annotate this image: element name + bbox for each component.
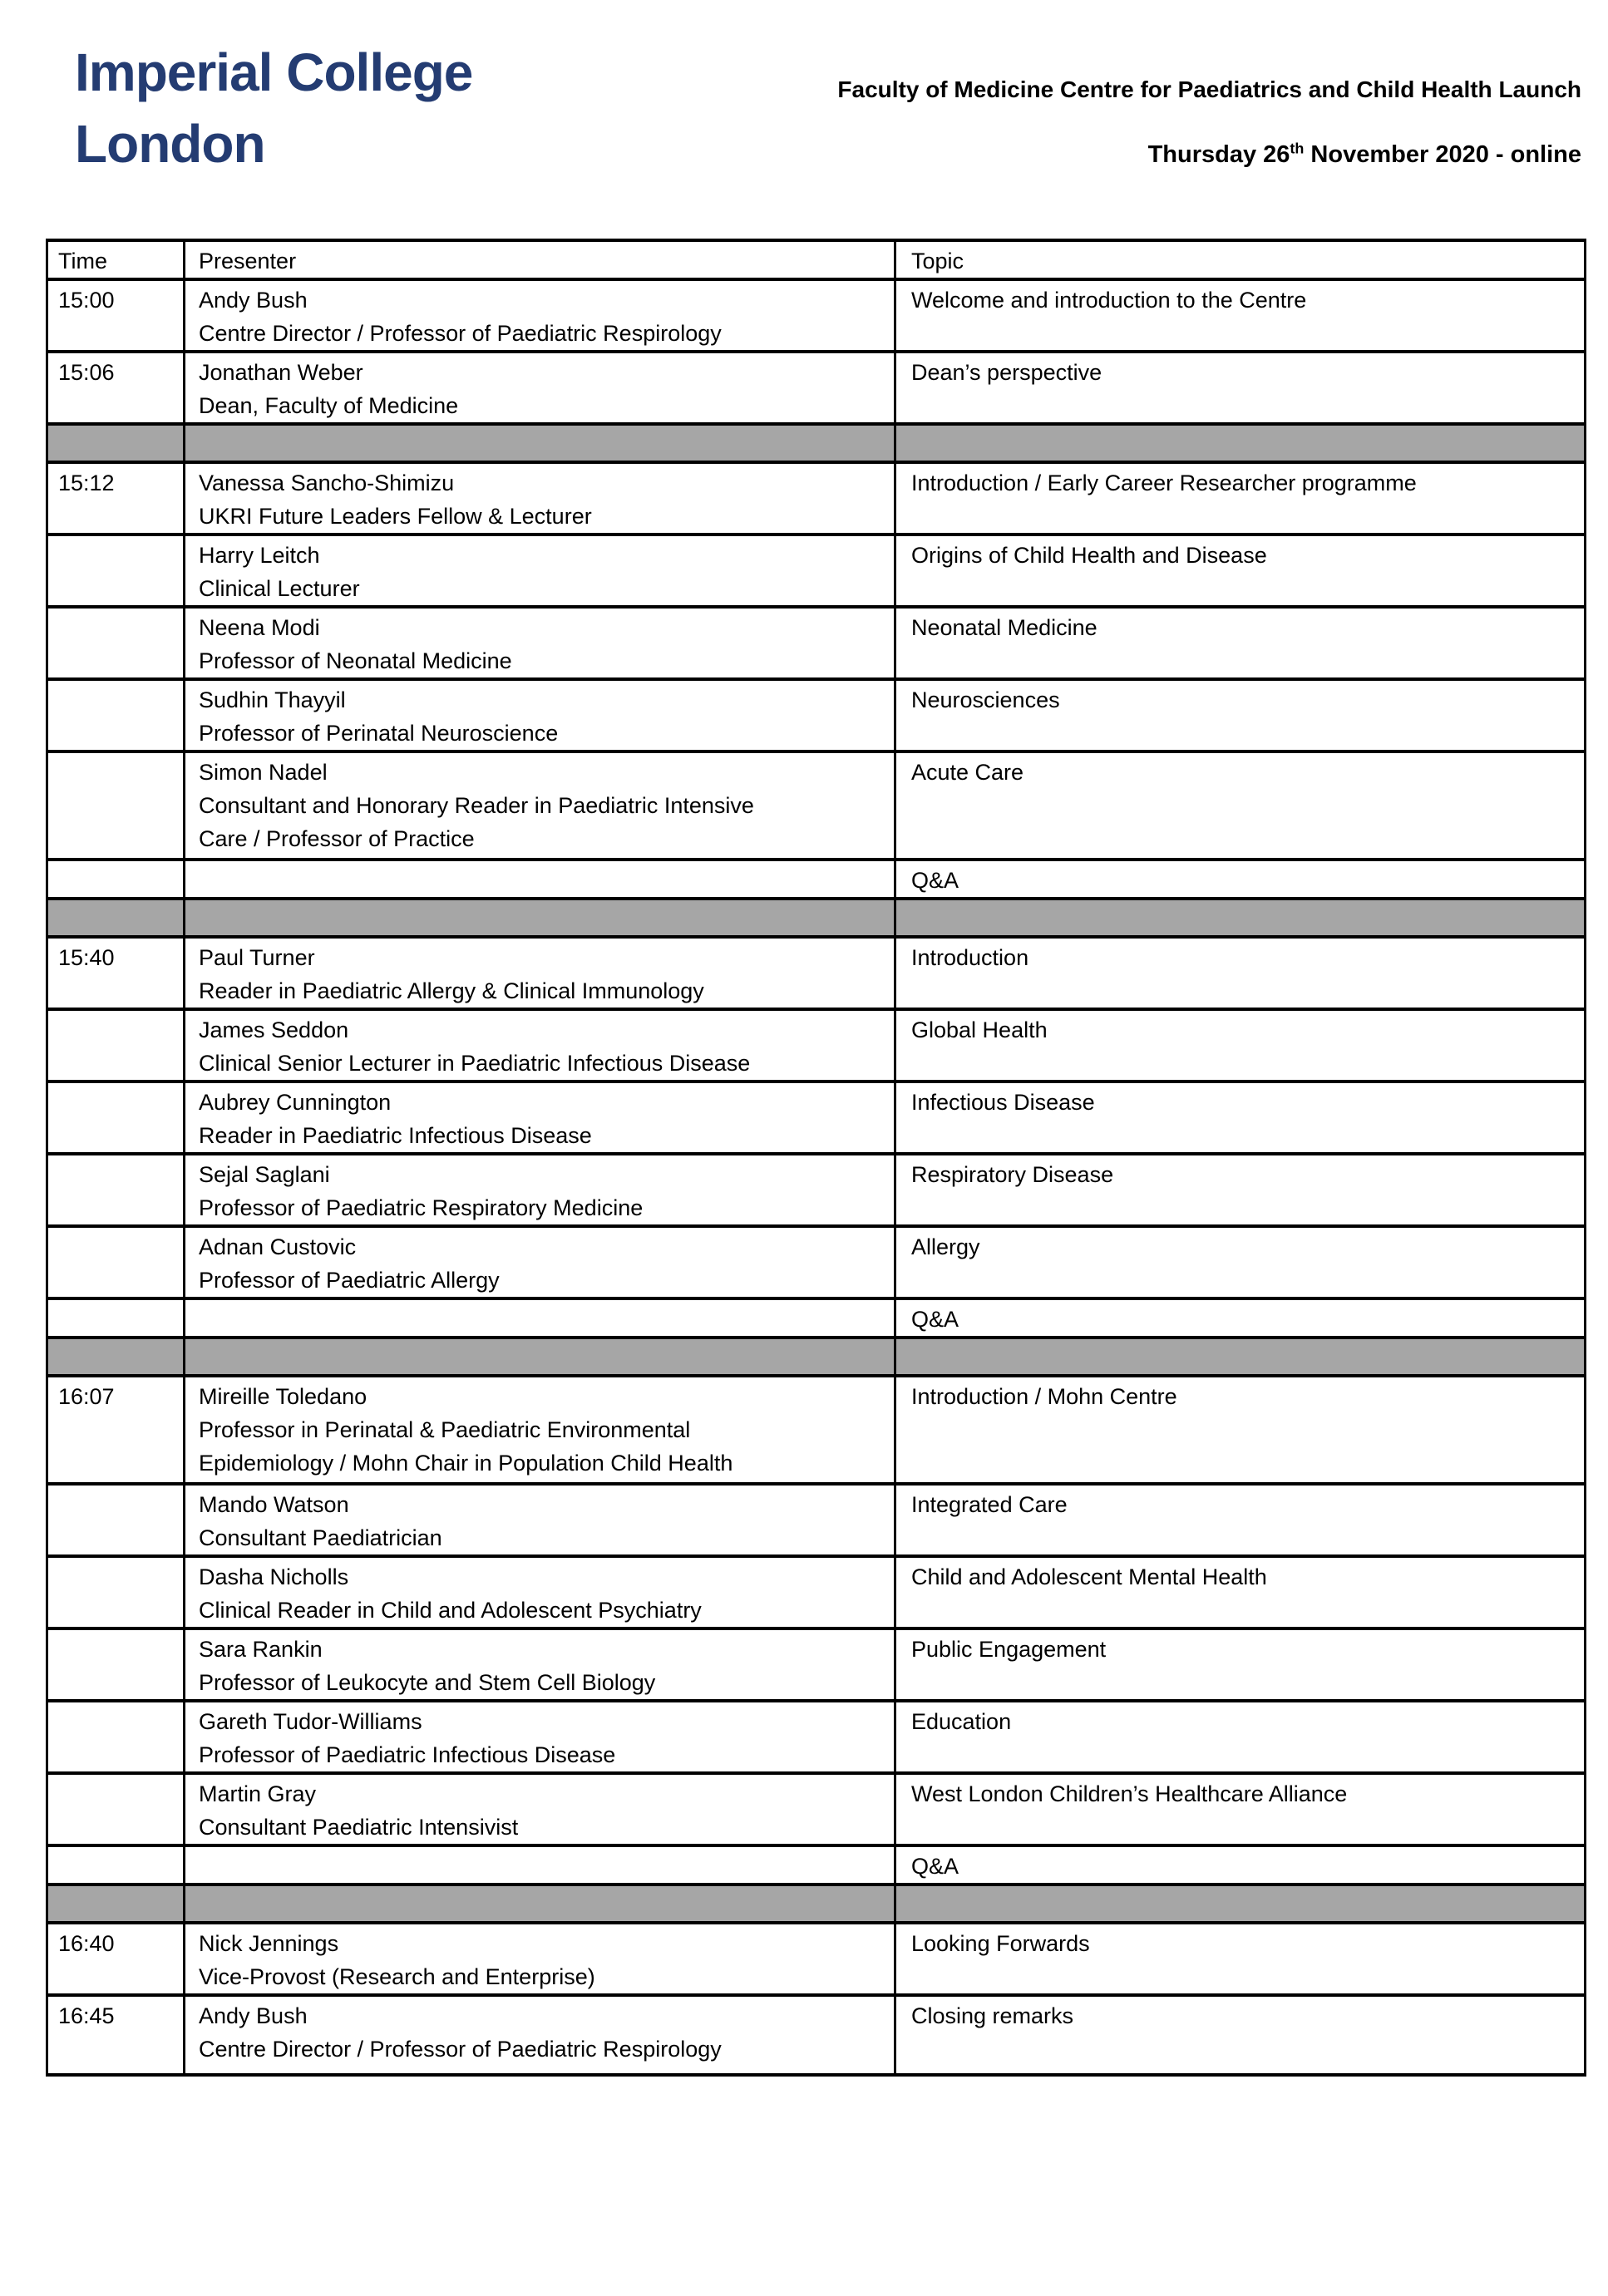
presenter-cell — [185, 1081, 895, 1154]
presenter-cell — [185, 751, 895, 860]
spacer-row — [47, 1885, 1586, 1923]
spacer-cell — [895, 899, 1586, 937]
time-cell: 15:40 — [47, 937, 185, 1009]
presenter-role: Clinical Lecturer — [199, 576, 360, 601]
logo-line-2: London — [75, 114, 265, 174]
presenter-name: Martin Gray — [199, 1781, 317, 1806]
time-cell — [47, 1154, 185, 1226]
qa-row — [47, 1845, 1586, 1885]
presenter-name: Andy Bush — [199, 288, 308, 313]
presenter-role: Vice-Provost (Research and Enterprise) — [199, 1964, 595, 1989]
time-cell: 15:12 — [47, 462, 185, 535]
presenter-name: Jonathan Weber — [199, 360, 363, 385]
presenter-role: Epidemiology / Mohn Chair in Population Child Health — [199, 1451, 733, 1476]
spacer-cell — [185, 424, 895, 462]
topic-cell: Public Engagement — [895, 1628, 1586, 1701]
presenter-cell — [185, 1226, 895, 1298]
presenter-cell — [185, 1845, 895, 1885]
presenter-cell — [185, 1628, 895, 1701]
time-cell — [47, 1556, 185, 1628]
time-cell — [47, 1484, 185, 1556]
presenter-name: Neena Modi — [199, 615, 320, 640]
presenter-name: Paul Turner — [199, 945, 315, 970]
time-cell: 16:40 — [47, 1923, 185, 1995]
table-header-row — [47, 240, 1586, 279]
spacer-cell — [185, 1338, 895, 1376]
time-cell — [47, 607, 185, 679]
presenter-name: Sejal Saglani — [199, 1162, 330, 1187]
presenter-name: Nick Jennings — [199, 1931, 339, 1956]
presenter-cell — [185, 1484, 895, 1556]
session-row — [47, 1628, 1586, 1701]
presenter-role: Professor of Neonatal Medicine — [199, 648, 512, 673]
session-row — [47, 607, 1586, 679]
presenter-role: Reader in Paediatric Infectious Disease — [199, 1123, 592, 1148]
spacer-row — [47, 424, 1586, 462]
time-cell — [47, 1701, 185, 1773]
time-cell — [47, 1628, 185, 1701]
presenter-role: Professor in Perinatal & Paediatric Environmental — [199, 1417, 691, 1442]
session-row — [47, 462, 1586, 535]
spacer-row — [47, 1338, 1586, 1376]
logo-line-1: Imperial College — [75, 42, 473, 102]
header-topic: Topic — [895, 240, 1586, 279]
time-cell — [47, 860, 185, 899]
time-cell: 16:45 — [47, 1995, 185, 2075]
presenter-name: Aubrey Cunnington — [199, 1090, 392, 1115]
presenter-cell — [185, 1773, 895, 1845]
spacer-cell — [185, 1885, 895, 1923]
presenter-name: Dasha Nicholls — [199, 1564, 349, 1589]
session-row — [47, 1376, 1586, 1484]
presenter-cell — [185, 1923, 895, 1995]
session-row — [47, 1081, 1586, 1154]
presenter-role: Clinical Reader in Child and Adolescent Psychiatry — [199, 1598, 702, 1623]
topic-cell: Neurosciences — [895, 679, 1586, 751]
presenter-role: Clinical Senior Lecturer in Paediatric Infectious Disease — [199, 1051, 751, 1076]
time-cell — [47, 679, 185, 751]
presenter-cell — [185, 1009, 895, 1081]
session-row — [47, 1154, 1586, 1226]
presenter-cell — [185, 1556, 895, 1628]
session-row — [47, 1701, 1586, 1773]
topic-cell: Allergy — [895, 1226, 1586, 1298]
topic-cell: Dean’s perspective — [895, 352, 1586, 424]
session-row — [47, 1923, 1586, 1995]
event-headline — [584, 76, 1581, 168]
header-presenter: Presenter — [185, 240, 895, 279]
presenter-cell — [185, 462, 895, 535]
time-cell: 16:07 — [47, 1376, 185, 1484]
presenter-name: Sara Rankin — [199, 1637, 323, 1662]
presenter-name: Vanessa Sancho-Shimizu — [199, 471, 455, 495]
topic-cell: Acute Care — [895, 751, 1586, 860]
presenter-role: Professor of Leukocyte and Stem Cell Biology — [199, 1670, 656, 1695]
session-row — [47, 1009, 1586, 1081]
session-row — [47, 751, 1586, 860]
topic-cell: Welcome and introduction to the Centre — [895, 279, 1586, 352]
presenter-cell — [185, 860, 895, 899]
presenter-role: Centre Director / Professor of Paediatric Respirology — [199, 321, 722, 346]
event-date-ordinal: th — [1290, 140, 1305, 157]
presenter-name: Andy Bush — [199, 2003, 308, 2028]
presenter-cell — [185, 937, 895, 1009]
presenter-role: Reader in Paediatric Allergy & Clinical Immunology — [199, 978, 704, 1003]
presenter-role: Dean, Faculty of Medicine — [199, 393, 459, 418]
presenter-cell — [185, 1298, 895, 1338]
presenter-cell — [185, 535, 895, 607]
topic-cell: Origins of Child Health and Disease — [895, 535, 1586, 607]
topic-cell: Child and Adolescent Mental Health — [895, 1556, 1586, 1628]
spacer-row — [47, 899, 1586, 937]
topic-cell: Q&A — [895, 1845, 1586, 1885]
time-cell — [47, 1773, 185, 1845]
qa-row — [47, 1298, 1586, 1338]
spacer-cell — [895, 1885, 1586, 1923]
session-row — [47, 937, 1586, 1009]
topic-cell: Q&A — [895, 1298, 1586, 1338]
spacer-cell — [895, 424, 1586, 462]
presenter-cell — [185, 1701, 895, 1773]
event-date-pre: Thursday 26 — [1147, 141, 1290, 168]
topic-cell: Infectious Disease — [895, 1081, 1586, 1154]
topic-cell: Introduction / Mohn Centre — [895, 1376, 1586, 1484]
presenter-role: Consultant Paediatric Intensivist — [199, 1815, 519, 1840]
session-row — [47, 679, 1586, 751]
event-date-post: November 2020 - online — [1304, 141, 1581, 168]
presenter-cell — [185, 352, 895, 424]
time-cell — [47, 751, 185, 860]
presenter-role: Consultant and Honorary Reader in Paediatric Intensive — [199, 793, 754, 818]
time-cell — [47, 1081, 185, 1154]
session-row — [47, 1226, 1586, 1298]
imperial-college-logo — [75, 37, 472, 180]
topic-cell: Education — [895, 1701, 1586, 1773]
event-title: Faculty of Medicine Centre for Paediatrics and Child Health Launch — [837, 76, 1581, 102]
presenter-role: Consultant Paediatrician — [199, 1525, 442, 1550]
presenter-name: Adnan Custovic — [199, 1234, 357, 1259]
session-row — [47, 1484, 1586, 1556]
spacer-cell — [47, 1885, 185, 1923]
spacer-cell — [47, 424, 185, 462]
time-cell — [47, 1298, 185, 1338]
topic-cell: Closing remarks — [895, 1995, 1586, 2075]
presenter-role: Professor of Paediatric Allergy — [199, 1268, 500, 1293]
presenter-role: Centre Director / Professor of Paediatric Respirology — [199, 2037, 722, 2062]
presenter-name: Sudhin Thayyil — [199, 687, 346, 712]
topic-cell: Neonatal Medicine — [895, 607, 1586, 679]
presenter-name: James Seddon — [199, 1017, 349, 1042]
spacer-cell — [47, 899, 185, 937]
presenter-cell — [185, 279, 895, 352]
presenter-cell — [185, 1154, 895, 1226]
presenter-cell — [185, 1376, 895, 1484]
event-date — [584, 141, 1581, 168]
topic-cell: Introduction — [895, 937, 1586, 1009]
spacer-cell — [185, 899, 895, 937]
session-row — [47, 279, 1586, 352]
session-row — [47, 352, 1586, 424]
time-cell: 15:06 — [47, 352, 185, 424]
time-cell — [47, 1226, 185, 1298]
presenter-name: Simon Nadel — [199, 760, 328, 785]
presenter-role: Professor of Paediatric Infectious Disease — [199, 1742, 616, 1767]
time-cell — [47, 1845, 185, 1885]
presenter-name: Mireille Toledano — [199, 1384, 367, 1409]
topic-cell: West London Children’s Healthcare Alliance — [895, 1773, 1586, 1845]
spacer-cell — [47, 1338, 185, 1376]
session-row — [47, 1995, 1586, 2075]
presenter-cell — [185, 607, 895, 679]
topic-cell: Q&A — [895, 860, 1586, 899]
time-cell: 15:00 — [47, 279, 185, 352]
presenter-cell — [185, 679, 895, 751]
schedule-table — [46, 239, 1586, 2077]
spacer-cell — [895, 1338, 1586, 1376]
presenter-name: Gareth Tudor-Williams — [199, 1709, 422, 1734]
presenter-role: Professor of Paediatric Respiratory Medicine — [199, 1195, 644, 1220]
presenter-role: Care / Professor of Practice — [199, 826, 475, 851]
topic-cell: Respiratory Disease — [895, 1154, 1586, 1226]
presenter-cell — [185, 1995, 895, 2075]
presenter-name: Harry Leitch — [199, 543, 320, 568]
session-row — [47, 535, 1586, 607]
qa-row — [47, 860, 1586, 899]
topic-cell: Global Health — [895, 1009, 1586, 1081]
presenter-name: Mando Watson — [199, 1492, 349, 1517]
presenter-role: Professor of Perinatal Neuroscience — [199, 721, 559, 746]
topic-cell: Introduction / Early Career Researcher programme — [895, 462, 1586, 535]
time-cell — [47, 1009, 185, 1081]
header-time: Time — [47, 240, 185, 279]
session-row — [47, 1773, 1586, 1845]
time-cell — [47, 535, 185, 607]
topic-cell: Integrated Care — [895, 1484, 1586, 1556]
presenter-role: UKRI Future Leaders Fellow & Lecturer — [199, 504, 592, 529]
session-row — [47, 1556, 1586, 1628]
topic-cell: Looking Forwards — [895, 1923, 1586, 1995]
